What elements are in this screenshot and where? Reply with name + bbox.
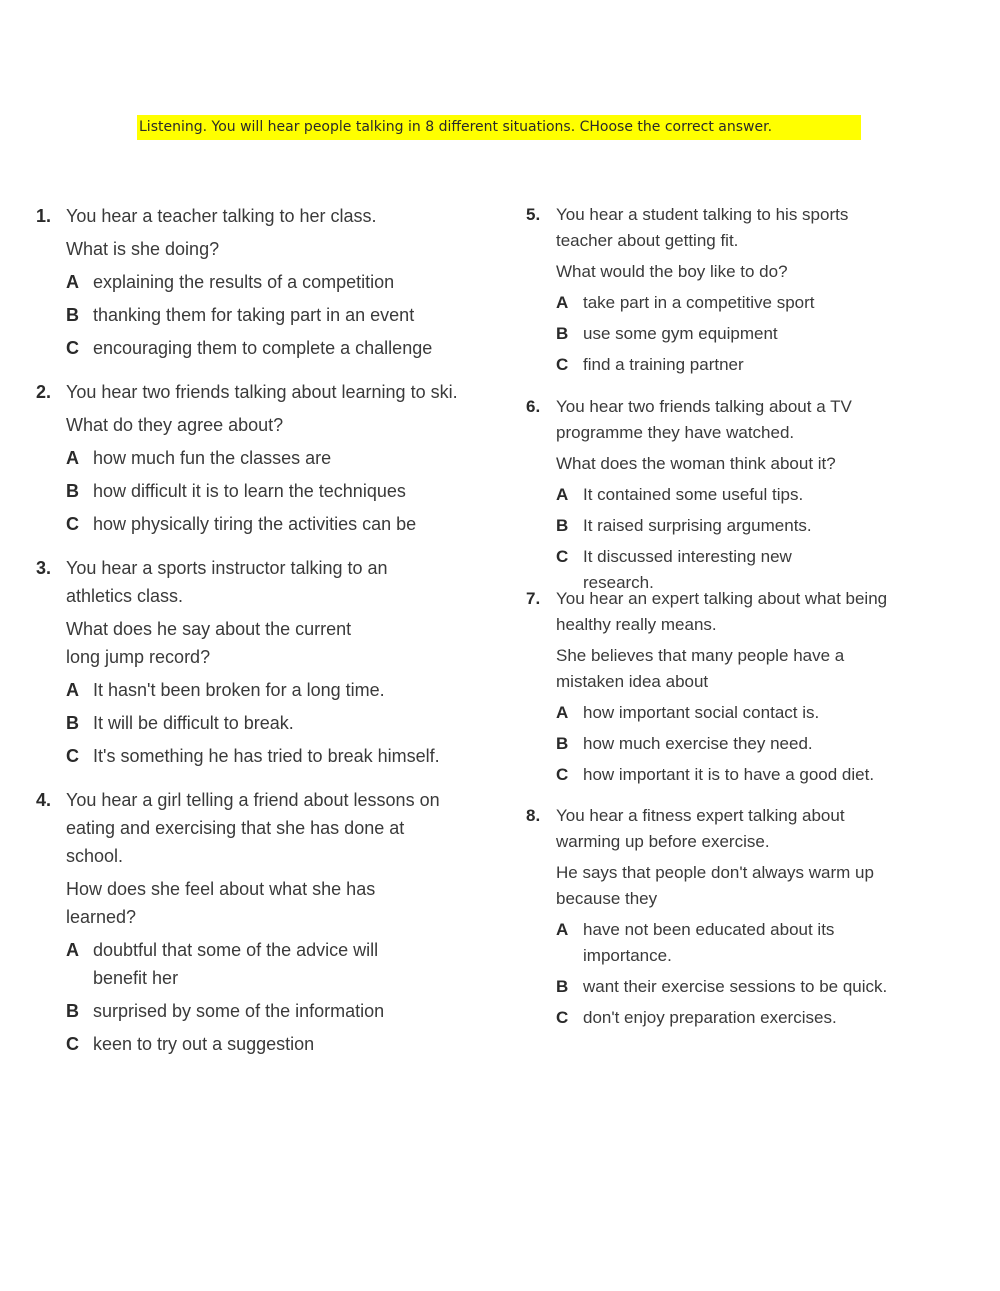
option-text: It's something he has tried to break himself. bbox=[93, 746, 440, 766]
option-text: thanking them for taking part in an event bbox=[93, 305, 415, 325]
option-letter: B bbox=[66, 713, 79, 733]
question-4 bbox=[36, 786, 456, 1063]
option-text: how much exercise they need. bbox=[583, 734, 813, 753]
question-prompt: What would the boy like to do? bbox=[556, 262, 788, 281]
option-letter: A bbox=[66, 448, 79, 468]
option-letter: A bbox=[556, 293, 569, 312]
question-6 bbox=[526, 394, 856, 601]
question-prompt: He says that people don't always warm up because they bbox=[556, 863, 874, 908]
question-number: 7. bbox=[526, 589, 541, 608]
option-text: how important it is to have a good diet. bbox=[583, 765, 875, 784]
question-3 bbox=[36, 554, 466, 775]
option-letter: C bbox=[556, 355, 569, 374]
option-text: encouraging them to complete a challenge bbox=[93, 338, 433, 358]
option-letter: C bbox=[556, 1008, 569, 1027]
option-letter: B bbox=[66, 1001, 79, 1021]
option-b[interactable] bbox=[526, 513, 856, 539]
question-prompt: She believes that many people have a mistaken idea about bbox=[556, 646, 845, 691]
question-stem: You hear two friends talking about learning to ski. bbox=[66, 382, 458, 402]
question-number: 4. bbox=[36, 790, 52, 810]
option-text: how much fun the classes are bbox=[93, 448, 332, 468]
option-letter: C bbox=[66, 338, 79, 358]
option-letter: B bbox=[66, 481, 79, 501]
option-letter: C bbox=[66, 1034, 79, 1054]
option-b[interactable] bbox=[36, 301, 456, 329]
option-letter: A bbox=[66, 272, 79, 292]
option-text: It discussed interesting new research. bbox=[583, 547, 792, 592]
option-b[interactable] bbox=[526, 321, 856, 347]
question-stem: You hear a student talking to his sports teacher about getting fit. bbox=[556, 205, 849, 250]
option-text: find a training partner bbox=[583, 355, 744, 374]
question-8 bbox=[526, 803, 896, 1036]
question-number: 5. bbox=[526, 205, 541, 224]
question-stem: You hear an expert talking about what being healthy really means. bbox=[556, 589, 888, 634]
option-text: take part in a competitive sport bbox=[583, 293, 815, 312]
option-text: how important social contact is. bbox=[583, 703, 820, 722]
question-prompt: How does she feel about what she has learned? bbox=[66, 879, 376, 927]
option-letter: A bbox=[66, 940, 79, 960]
option-a[interactable] bbox=[36, 676, 466, 704]
question-7 bbox=[526, 586, 896, 793]
question-number: 6. bbox=[526, 397, 541, 416]
option-text: don't enjoy preparation exercises. bbox=[583, 1008, 837, 1027]
option-text: have not been educated about its importance. bbox=[583, 920, 835, 965]
option-c[interactable] bbox=[36, 742, 466, 770]
option-c[interactable] bbox=[526, 352, 856, 378]
option-a[interactable] bbox=[36, 268, 456, 296]
option-letter: C bbox=[66, 746, 79, 766]
option-a[interactable] bbox=[526, 917, 883, 969]
option-letter: B bbox=[66, 305, 79, 325]
question-stem: You hear a girl telling a friend about lessons on eating and exercising that she has done at school. bbox=[66, 790, 440, 866]
option-letter: A bbox=[556, 920, 569, 939]
question-stem: You hear a sports instructor talking to an athletics class. bbox=[66, 558, 388, 606]
option-letter: B bbox=[556, 734, 569, 753]
option-a[interactable] bbox=[36, 936, 393, 992]
option-c[interactable] bbox=[36, 510, 476, 538]
question-1 bbox=[36, 202, 456, 367]
option-letter: A bbox=[556, 485, 569, 504]
question-stem: You hear two friends talking about a TV programme they have watched. bbox=[556, 397, 852, 442]
option-letter: B bbox=[556, 516, 569, 535]
option-c[interactable] bbox=[36, 1030, 456, 1058]
option-text: want their exercise sessions to be quick. bbox=[583, 977, 888, 996]
option-a[interactable] bbox=[36, 444, 476, 472]
option-text: It will be difficult to break. bbox=[93, 713, 294, 733]
instruction-banner: Listening. You will hear people talking in 8 different situations. CHoose the correct answer. bbox=[137, 115, 861, 140]
option-a[interactable] bbox=[526, 290, 856, 316]
option-text: It contained some useful tips. bbox=[583, 485, 804, 504]
option-text: keen to try out a suggestion bbox=[93, 1034, 315, 1054]
option-text: surprised by some of the information bbox=[93, 1001, 385, 1021]
option-a[interactable] bbox=[526, 700, 896, 726]
option-text: It hasn't been broken for a long time. bbox=[93, 680, 385, 700]
question-2 bbox=[36, 378, 476, 543]
question-number: 8. bbox=[526, 806, 541, 825]
option-letter: A bbox=[66, 680, 79, 700]
question-number: 1. bbox=[36, 206, 52, 226]
option-b[interactable] bbox=[526, 974, 896, 1000]
option-b[interactable] bbox=[36, 997, 456, 1025]
question-stem: You hear a fitness expert talking about warming up before exercise. bbox=[556, 806, 845, 851]
option-b[interactable] bbox=[526, 731, 896, 757]
option-letter: A bbox=[556, 703, 569, 722]
option-text: how physically tiring the activities can be bbox=[93, 514, 417, 534]
question-stem: You hear a teacher talking to her class. bbox=[66, 206, 377, 226]
option-letter: B bbox=[556, 324, 569, 343]
question-prompt: What does he say about the current long jump record? bbox=[66, 619, 352, 667]
option-a[interactable] bbox=[526, 482, 856, 508]
option-letter: C bbox=[66, 514, 79, 534]
option-c[interactable] bbox=[36, 334, 456, 362]
option-b[interactable] bbox=[36, 709, 466, 737]
option-text: It raised surprising arguments. bbox=[583, 516, 812, 535]
option-text: use some gym equipment bbox=[583, 324, 778, 343]
option-c[interactable] bbox=[526, 1005, 896, 1031]
question-prompt: What do they agree about? bbox=[66, 415, 284, 435]
option-text: doubtful that some of the advice will benefit her bbox=[93, 940, 379, 988]
question-number: 2. bbox=[36, 382, 52, 402]
option-letter: C bbox=[556, 547, 569, 566]
option-text: explaining the results of a competition bbox=[93, 272, 395, 292]
option-b[interactable] bbox=[36, 477, 476, 505]
option-text: how difficult it is to learn the techniques bbox=[93, 481, 406, 501]
option-letter: C bbox=[556, 765, 569, 784]
question-prompt: What does the woman think about it? bbox=[556, 454, 836, 473]
question-5 bbox=[526, 202, 856, 383]
question-number: 3. bbox=[36, 558, 52, 578]
option-letter: B bbox=[556, 977, 569, 996]
option-c[interactable] bbox=[526, 762, 896, 788]
question-prompt: What is she doing? bbox=[66, 239, 220, 259]
